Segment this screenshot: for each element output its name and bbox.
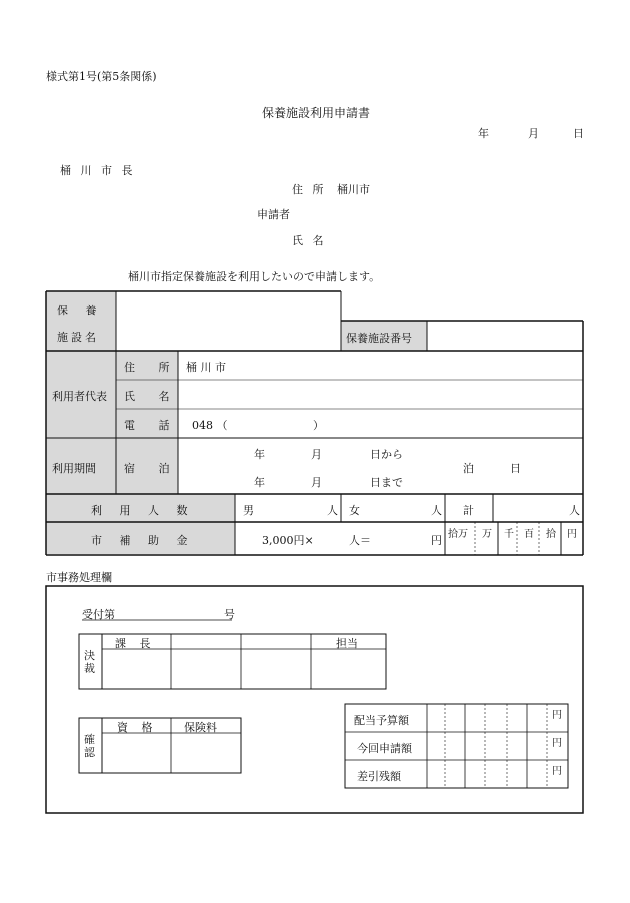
budget-yen-2: 円 — [552, 738, 562, 749]
digit-100k: 拾万 — [448, 529, 468, 540]
period-label: 利用期間 — [52, 462, 96, 475]
digit-100: 百 — [524, 529, 534, 540]
approval-head-section-chief: 課 長 — [115, 637, 151, 650]
office-section-label: 市事務処理欄 — [46, 571, 112, 584]
date-year: 年 — [478, 127, 489, 140]
digit-10k: 万 — [482, 529, 492, 540]
date-day: 日 — [573, 127, 584, 140]
nights-label: 泊 — [463, 462, 474, 475]
receipt-label: 受付第 — [82, 608, 115, 621]
subsidy-yen: 円 — [431, 534, 442, 547]
application-statement: 桶川市指定保養施設を利用したいので申請します。 — [128, 270, 381, 283]
from-month: 月 — [311, 448, 322, 461]
rep-name-label: 氏 名 — [124, 390, 170, 403]
from-day: 日から — [370, 448, 403, 461]
male-unit: 人 — [327, 504, 338, 517]
to-year: 年 — [254, 476, 265, 489]
addressee: 桶 川 市 長 — [60, 164, 133, 177]
approval-label: 決裁 — [84, 649, 95, 675]
budget-yen-1: 円 — [552, 710, 562, 721]
from-year: 年 — [254, 448, 265, 461]
facility-name-field[interactable] — [117, 292, 340, 350]
budget-request-label: 今回申請額 — [357, 742, 412, 755]
subsidy-persons: 人＝ — [349, 534, 371, 547]
check-head-qualification: 資 格 — [117, 721, 153, 734]
rep-phone-prefix[interactable]: 048 （ — [192, 419, 228, 432]
user-count-label: 利 用 人 数 — [91, 504, 188, 517]
male-label: 男 — [243, 504, 254, 517]
total-label: 計 — [463, 504, 474, 517]
stay-label: 宿 泊 — [124, 462, 170, 475]
rep-phone-label: 電 話 — [124, 419, 170, 432]
to-month: 月 — [311, 476, 322, 489]
subsidy-label: 市 補 助 金 — [91, 534, 188, 547]
female-unit: 人 — [431, 504, 442, 517]
days-label: 日 — [510, 462, 521, 475]
budget-remaining-label: 差引残額 — [357, 770, 401, 783]
total-unit: 人 — [569, 504, 580, 517]
facility-name-label-line1: 保 養 — [57, 304, 97, 317]
representative-label: 利用者代表 — [52, 390, 107, 403]
digit-10: 拾 — [546, 529, 556, 540]
rep-address-value: 桶 川 市 — [186, 361, 226, 374]
rep-address-label: 住 所 — [124, 361, 170, 374]
digit-1k: 千 — [504, 529, 514, 540]
approval-head-staff: 担当 — [336, 637, 358, 650]
document-title: 保養施設利用申請書 — [262, 106, 371, 120]
applicant-address-value: 桶川市 — [337, 183, 370, 196]
facility-name-label-line2: 施設名 — [57, 331, 99, 344]
budget-yen-3: 円 — [552, 766, 562, 777]
subsidy-formula: 3,000円× — [262, 534, 314, 547]
facility-number-label: 保養施設番号 — [346, 332, 412, 345]
facility-number-field[interactable] — [428, 322, 582, 350]
check-head-insurance: 保険料 — [184, 721, 217, 734]
check-label: 確認 — [84, 733, 95, 759]
applicant-name-label: 氏 名 — [292, 234, 324, 247]
digit-1: 円 — [567, 529, 577, 540]
date-month: 月 — [528, 127, 539, 140]
to-day: 日まで — [370, 476, 403, 489]
rep-phone-close: ） — [313, 419, 324, 432]
budget-allocated-label: 配当予算額 — [354, 714, 409, 727]
receipt-suffix: 号 — [224, 608, 235, 621]
form-number: 様式第1号(第5条関係) — [46, 70, 157, 83]
applicant-label: 申請者 — [257, 208, 290, 221]
rep-name-field[interactable] — [179, 381, 582, 408]
applicant-address-label: 住 所 — [292, 183, 324, 196]
female-label: 女 — [349, 504, 360, 517]
